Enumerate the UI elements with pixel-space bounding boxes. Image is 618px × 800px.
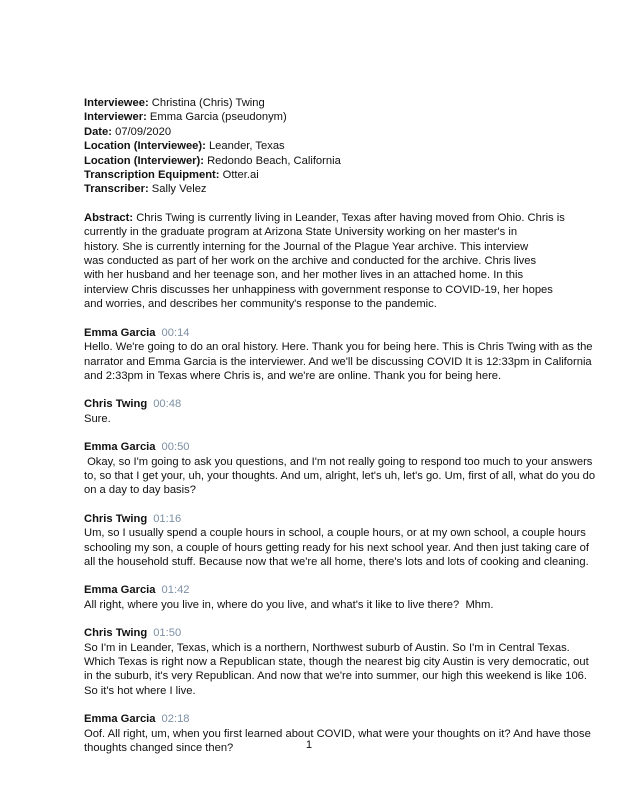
- abstract-text: interview Chris discusses her unhappiness with government response to COVID-19, her hopes: [84, 283, 553, 296]
- utterance-line: So it's hot where I live.: [84, 684, 196, 697]
- metadata-value: Emma Garcia (pseudonym): [149, 111, 287, 124]
- speaker-name: Emma Garcia: [84, 584, 156, 597]
- metadata-row: [84, 168, 564, 182]
- speaker-name: Emma Garcia: [84, 441, 156, 454]
- abstract: [84, 211, 564, 312]
- turn-header: [84, 397, 564, 411]
- timestamp: 02:18: [161, 713, 190, 726]
- utterance-line: Hello. We're going to do an oral history. Here. Thank you for being here. This is Chris Twing with as the: [84, 341, 593, 354]
- transcript-turn: [84, 326, 593, 384]
- metadata-value: 07/09/2020: [115, 125, 172, 138]
- abstract-line: [84, 283, 564, 297]
- utterance-line: Which Texas is right now a Republican state, though the nearest big city Austin is very democratic, out: [84, 656, 589, 668]
- metadata-row: [84, 182, 564, 196]
- abstract-text: Chris Twing is currently living in Leander, Texas after having moved from Ohio. Chris is: [136, 211, 565, 224]
- utterance-line: and 2:33pm in Texas where Chris is, and we're are online. Thank you for being here.: [84, 369, 502, 382]
- metadata-value: Sally Velez: [151, 183, 207, 196]
- metadata-label: Location (Interviewee):: [84, 140, 206, 153]
- abstract-text: and worries, and describes her community's response to the pandemic.: [84, 298, 437, 311]
- transcript-turn: [84, 397, 564, 426]
- metadata-row: [84, 110, 564, 124]
- abstract-text: currently in the graduate program at Arizona State University working on her master's in: [84, 226, 518, 239]
- turn-header: [84, 626, 564, 640]
- utterance-line: all the household stuff. Because now that we're all home, there's lots and lots of cooking and cleaning.: [84, 555, 589, 568]
- metadata-label: Date:: [84, 125, 112, 138]
- utterance-line: on a day to day basis?: [84, 484, 196, 497]
- timestamp: 01:50: [153, 627, 182, 640]
- utterance-line: schooling my son, a couple of hours getting ready for his next school year. And then just taking care of: [84, 541, 589, 554]
- abstract-line: [84, 254, 564, 268]
- transcript-turn: [84, 583, 564, 612]
- utterance-line: thoughts changed since then?: [84, 742, 234, 755]
- timestamp: 01:42: [161, 584, 190, 597]
- transcript-turn: [84, 440, 596, 498]
- transcript-turn: [84, 512, 589, 570]
- metadata-value: Otter.ai: [222, 169, 259, 182]
- turn-header: [84, 440, 564, 454]
- timestamp: 00:50: [161, 441, 190, 454]
- speaker-name: Chris Twing: [84, 398, 148, 411]
- metadata-row: [84, 154, 564, 168]
- abstract-text: with her husband and her teenage son, and her mother lives in an attached home. In this: [84, 269, 524, 282]
- turn-header: [84, 583, 564, 597]
- abstract-text: history. She is currently interning for the Journal of the Plague Year archive. This interview: [84, 240, 529, 253]
- metadata-label: Location (Interviewer):: [84, 154, 204, 167]
- interview-metadata: [84, 96, 564, 197]
- abstract-text: was conducted as part of her work on the archive and conducted for the archive. Chris lives: [84, 255, 537, 268]
- metadata-label: Transcription Equipment:: [84, 169, 220, 182]
- utterance-line: in the suburb, it's very Republican. And now that we're into summer, our high this weekend is like 106.: [84, 670, 588, 683]
- abstract-line: [84, 297, 564, 311]
- utterance-line: Sure.: [84, 412, 111, 425]
- utterance-line: Um, so I usually spend a couple hours in school, a couple hours, or at my own school, a couple hours: [84, 527, 586, 540]
- metadata-value: Leander, Texas: [208, 140, 285, 153]
- speaker-name: Chris Twing: [84, 512, 148, 525]
- metadata-row: [84, 96, 564, 110]
- turn-header: [84, 512, 564, 526]
- metadata-label: Transcriber:: [84, 183, 149, 196]
- timestamp: 01:16: [153, 512, 182, 525]
- transcript-turns: [84, 326, 596, 756]
- timestamp: 00:14: [161, 326, 190, 339]
- metadata-row: [84, 125, 564, 139]
- turn-header: [84, 712, 564, 726]
- metadata-label: Interviewer:: [84, 111, 147, 124]
- metadata-label: Interviewee:: [84, 97, 149, 109]
- speaker-name: Chris Twing: [84, 627, 148, 640]
- metadata-value: Christina (Chris) Twing: [151, 97, 265, 109]
- utterance-line: Okay, so I'm going to ask you questions, and I'm not really going to respond too much to your answers: [84, 455, 593, 468]
- abstract-label: Abstract:: [84, 211, 134, 224]
- metadata-row: [84, 139, 564, 153]
- transcript-turn: [84, 626, 589, 698]
- utterance-line: Oof. All right, um, when you first learned about COVID, what were your thoughts on it? And have those: [84, 727, 591, 740]
- transcript-content: [84, 96, 596, 769]
- abstract-line: [84, 268, 564, 282]
- utterance-line: So I'm in Leander, Texas, which is a northern, Northwest suburb of Austin. So I'm in Central Texas.: [84, 641, 570, 654]
- utterance-line: All right, where you live in, where do you live, and what's it like to live there? Mhm.: [84, 598, 494, 611]
- timestamp: 00:48: [153, 398, 182, 411]
- utterance-line: narrator and Emma Garcia is the interviewer. And we'll be discussing COVID It is 12:33pm in California: [84, 355, 592, 368]
- page-number: 1: [305, 739, 313, 751]
- metadata-value: Redondo Beach, California: [207, 154, 341, 167]
- abstract-line: [84, 225, 564, 239]
- utterance-line: to, so that I get your, uh, your thoughts. And um, alright, let's uh, let's go. Um, first of all, what do you do: [84, 469, 596, 482]
- speaker-name: Emma Garcia: [84, 713, 156, 726]
- abstract-line: [84, 211, 564, 225]
- speaker-name: Emma Garcia: [84, 326, 156, 339]
- turn-header: [84, 326, 564, 340]
- abstract-line: [84, 240, 564, 254]
